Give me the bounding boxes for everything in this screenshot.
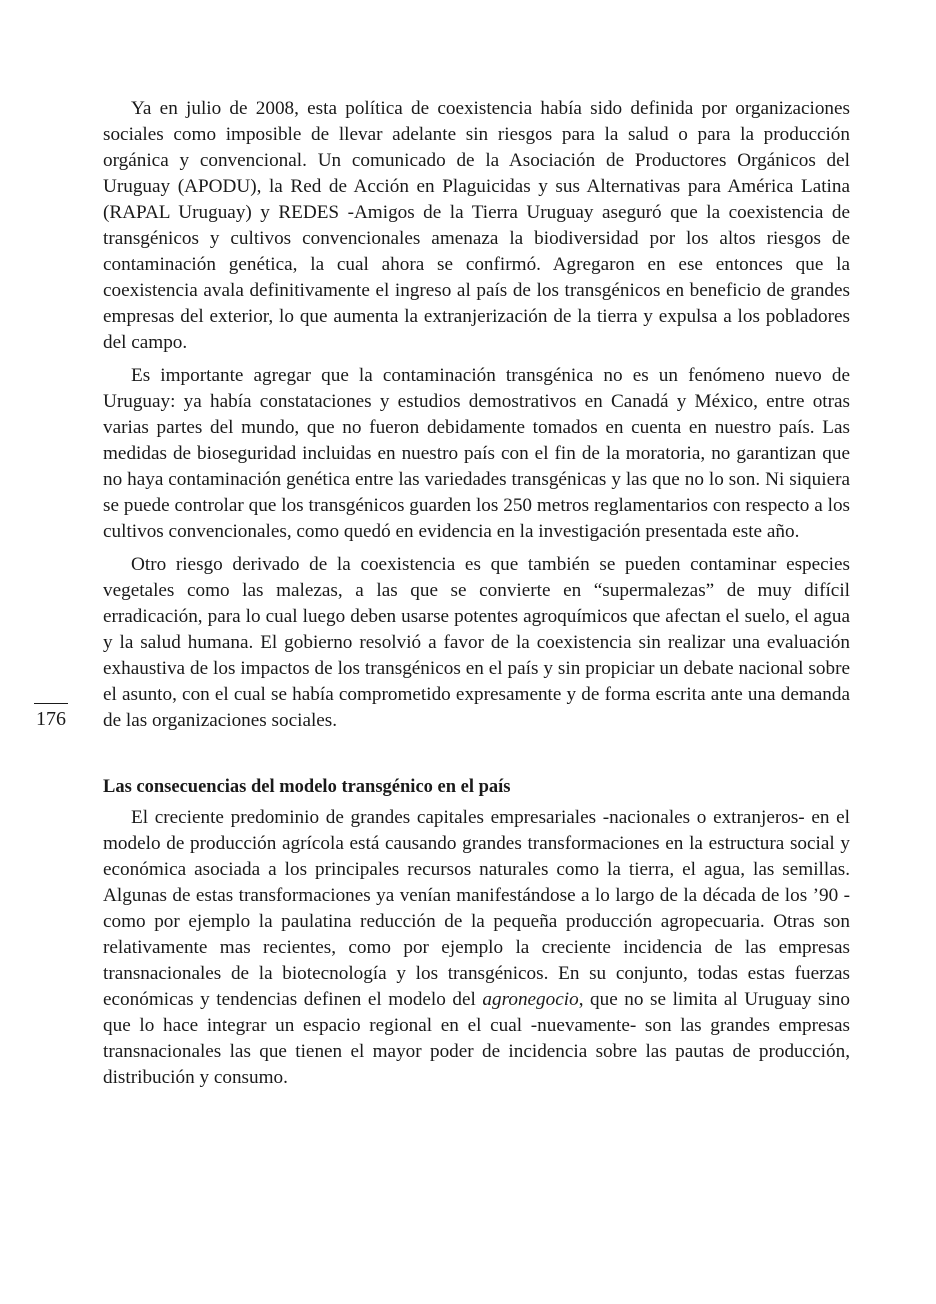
page-number-rule: [34, 703, 68, 704]
agronegocio-term: agronegocio: [482, 989, 579, 1010]
page-number: 176: [36, 708, 66, 730]
paragraph-supermalezas: Otro riesgo derivado de la coexistencia es que también se pueden contaminar especies vegetales como las malezas, a las que se convierte en “supermalezas” de muy difícil erradicación, para lo cual luego deben usarse potentes agroquímicos que afectan el suelo, el agua y la salud humana. El gobierno resolvió a favor de la coexistencia sin realizar una evaluación exhaustiva de los impactos de los transgénicos en el país y sin propiciar un debate nacional sobre el asunto, con el cual se había comprometido expresamente y de forma escrita ante una demanda de las organizaciones sociales.: [103, 554, 850, 731]
paragraph-agronegocio: [103, 805, 850, 1091]
body-text: [103, 96, 850, 1091]
paragraph-agronegocio-end: , que no se limita al Uruguay sino que lo hace integrar un espacio regional en el cual -nuevamente- son las grandes empresas transnacionales las que tienen el mayor poder de incidencia sobre las pautas de producción, distribución y consumo.: [103, 989, 850, 1088]
paragraph-coexistence-history: Ya en julio de 2008, esta política de coexistencia había sido definida por organizaciones sociales como imposible de llevar adelante sin riesgos para la salud o para la producción orgánica y convencional. Un comunicado de la Asociación de Productores Orgánicos del Uruguay (APODU), la Red de Acción en Plaguicidas y sus Alternativas para América Latina (RAPAL Uruguay) y REDES -Amigos de la Tierra Uruguay aseguró que la coexistencia de transgénicos y cultivos convencionales amenaza la biodiversidad por los altos riesgos de contaminación genética, la cual ahora se confirmó. Agregaron en ese entonces que la coexistencia avala definitivamente el ingreso al país de los transgénicos en beneficio de grandes empresas del exterior, lo que aumenta la extranjerización de la tierra y expulsa a los pobladores del campo.: [103, 98, 850, 353]
paragraph-contamination: Es importante agregar que la contaminación transgénica no es un fenómeno nuevo de Uruguay: ya había constataciones y estudios demostrativos en Canadá y México, entre otras varias partes del mundo, que no fueron debidamente tomados en cuenta en nuestro país. Las medidas de bioseguridad incluidas en nuestro país con el fin de la moratoria, no garantizan que no haya contaminación genética entre las variedades transgénicas y las que no lo son. Ni siquiera se puede controlar que los transgénicos guarden los 250 metros reglamentarios con respecto a los cultivos convencionales, como quedó en evidencia en la investigación presentada este año.: [103, 365, 850, 542]
paragraph-agronegocio-start: El creciente predominio de grandes capitales empresariales -nacionales o extranjeros- en el modelo de producción agrícola está causando grandes transformaciones en la estructura social y económica asociada a los principales recursos naturales como la tierra, el agua, las semillas. Algunas de estas transformaciones ya venían manifestándose a lo largo de la década de los ’90 -como por ejemplo la paulatina reducción de la pequeña producción agropecuaria. Otras son relativamente mas recientes, como por ejemplo la creciente incidencia de las empresas transnacionales de la biotecnología y los transgénicos. En su conjunto, todas estas fuerzas económicas y tendencias definen el modelo del: [103, 807, 850, 1010]
section-heading: Las consecuencias del modelo transgénico en el país: [103, 777, 511, 797]
